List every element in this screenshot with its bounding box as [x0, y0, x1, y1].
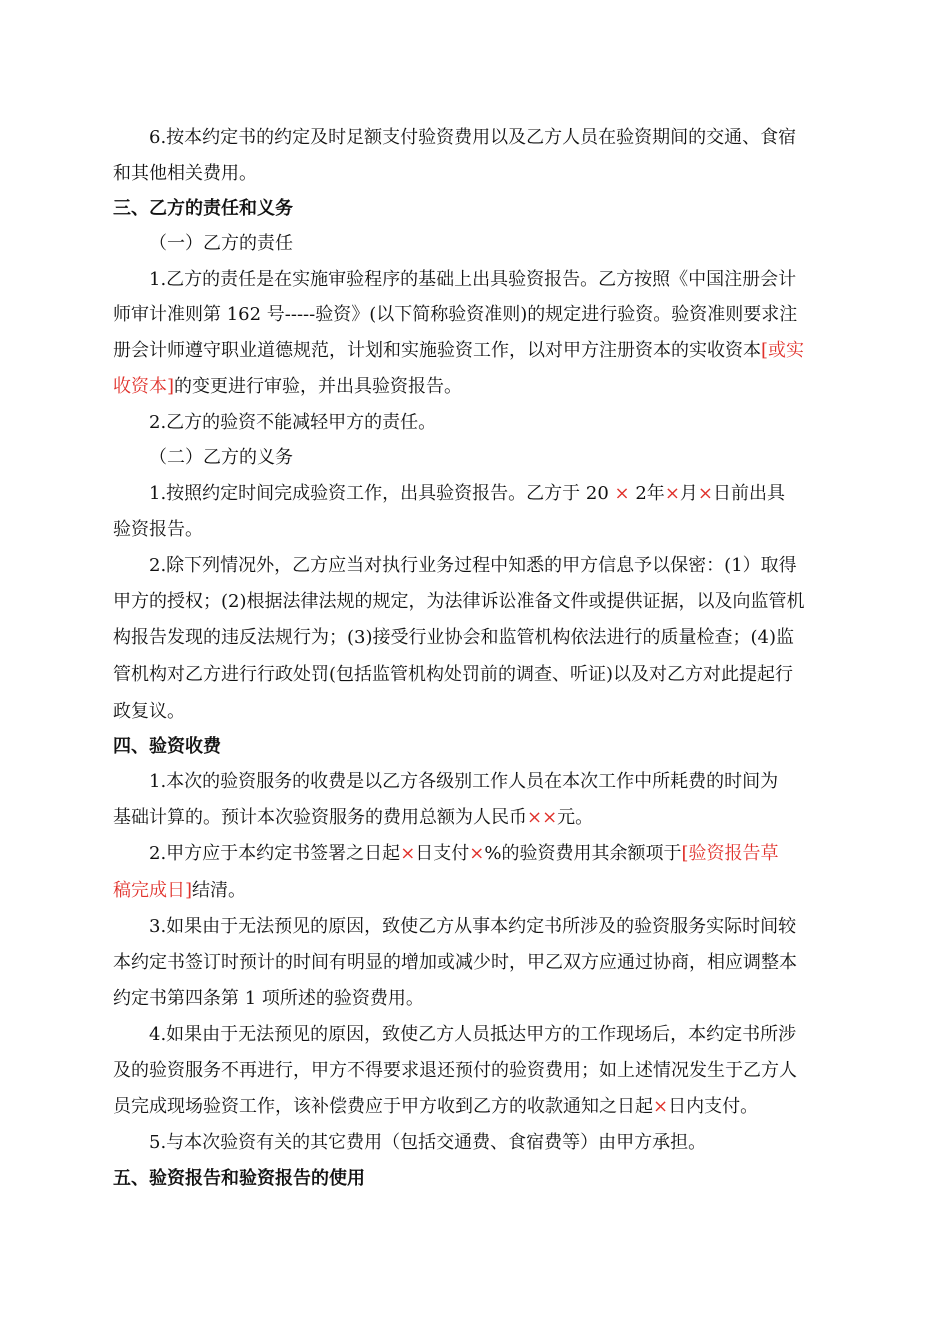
paragraph-line: [113, 339, 804, 363]
placeholder-mark: ×: [653, 1096, 669, 1117]
text-run: 1.按照约定时间完成验资工作，出具验资报告。乙方于 20: [149, 483, 615, 504]
paragraph-line: 2.除下列情况外，乙方应当对执行业务过程中知悉的甲方信息予以保密：(1）取得: [149, 555, 797, 576]
paragraph-line: 5.与本次验资有关的其它费用（包括交通费、食宿费等）由甲方承担。: [149, 1132, 707, 1153]
subsection-heading: （二）乙方的义务: [149, 447, 293, 468]
text-run: 日内支付。: [668, 1096, 759, 1117]
text-run: 2.甲方应于本约定书签署之日起: [149, 843, 401, 864]
paragraph-line: 本约定书签订时预计的时间有明显的增加或减少时，甲乙双方应通过协商，相应调整本: [113, 952, 797, 973]
paragraph-line: 及的验资服务不再进行，甲方不得要求退还预付的验资费用；如上述情况发生于乙方人: [113, 1060, 797, 1081]
placeholder-mark: ××: [527, 807, 558, 828]
placeholder-mark: ×: [614, 483, 630, 504]
paragraph-line: 构报告发现的违反法规行为；(3)接受行业协会和监管机构依法进行的质量检查；(4)监: [113, 627, 794, 648]
placeholder-text: [验资报告草: [681, 843, 779, 864]
text-run: 员完成现场验资工作，该补偿费应于甲方收到乙方的收款通知之日起: [113, 1096, 653, 1117]
paragraph-line: [113, 1095, 758, 1119]
placeholder-mark: ×: [664, 483, 680, 504]
text-run: %的验资费用其余额项于: [484, 843, 682, 864]
paragraph-line: [113, 806, 593, 830]
placeholder-text: 稿完成日]: [113, 880, 193, 901]
text-run: 基础计算的。预计本次验资服务的费用总额为人民币: [113, 807, 527, 828]
section-heading: 三、乙方的责任和义务: [113, 198, 293, 219]
text-run: 结清。: [192, 880, 247, 901]
paragraph-line: 验资报告。: [113, 519, 203, 540]
paragraph-line: [113, 375, 462, 399]
placeholder-mark: ×: [400, 843, 416, 864]
paragraph-line: [149, 482, 785, 506]
paragraph-line: 师审计准则第 162 号-----验资》(以下简称验资准则)的规定进行验资。验资准则要求注: [113, 304, 798, 325]
section-heading: 四、验资收费: [113, 736, 221, 757]
text-run: 册会计师遵守职业道德规范，计划和实施验资工作，以对甲方注册资本的实收资本: [113, 340, 761, 361]
text-run: 的变更进行审验，并出具验资报告。: [174, 376, 463, 397]
paragraph-line: 和其他相关费用。: [113, 163, 257, 184]
text-run: 2年: [629, 483, 665, 504]
paragraph-line: 2.乙方的验资不能减轻甲方的责任。: [149, 412, 437, 433]
text-run: 元。: [557, 807, 594, 828]
paragraph-line: 甲方的授权；(2)根据法律法规的规定，为法律诉讼准备文件或提供证据，以及向监管机: [113, 591, 805, 612]
paragraph-line: 3.如果由于无法预见的原因，致使乙方从事本约定书所涉及的验资服务实际时间较: [149, 916, 797, 937]
paragraph-line: 政复议。: [113, 701, 185, 722]
paragraph-line: 1.乙方的责任是在实施审验程序的基础上出具验资报告。乙方按照《中国注册会计: [149, 269, 797, 290]
paragraph-line: 4.如果由于无法预见的原因，致使乙方人员抵达甲方的工作现场后，本约定书所涉: [149, 1024, 797, 1045]
placeholder-mark: ×: [469, 843, 485, 864]
paragraph-line: 1.本次的验资服务的收费是以乙方各级别工作人员在本次工作中所耗费的时间为: [149, 771, 779, 792]
placeholder-mark: ×: [697, 483, 713, 504]
subsection-heading: （一）乙方的责任: [149, 233, 293, 254]
placeholder-text: [或实: [761, 340, 805, 361]
section-heading: 五、验资报告和验资报告的使用: [113, 1168, 365, 1189]
text-run: 日前出具: [713, 483, 785, 504]
paragraph-line: 6.按本约定书的约定及时足额支付验资费用以及乙方人员在验资期间的交通、食宿: [149, 127, 797, 148]
text-run: 日支付: [415, 843, 470, 864]
paragraph-line: [149, 842, 779, 866]
text-run: 月: [679, 483, 698, 504]
placeholder-text: 收资本]: [113, 376, 175, 397]
paragraph-line: 约定书第四条第 1 项所述的验资费用。: [113, 988, 424, 1009]
paragraph-line: [113, 879, 246, 903]
paragraph-line: 管机构对乙方进行行政处罚(包括监管机构处罚前的调查、听证)以及对乙方对此提起行: [113, 664, 794, 685]
